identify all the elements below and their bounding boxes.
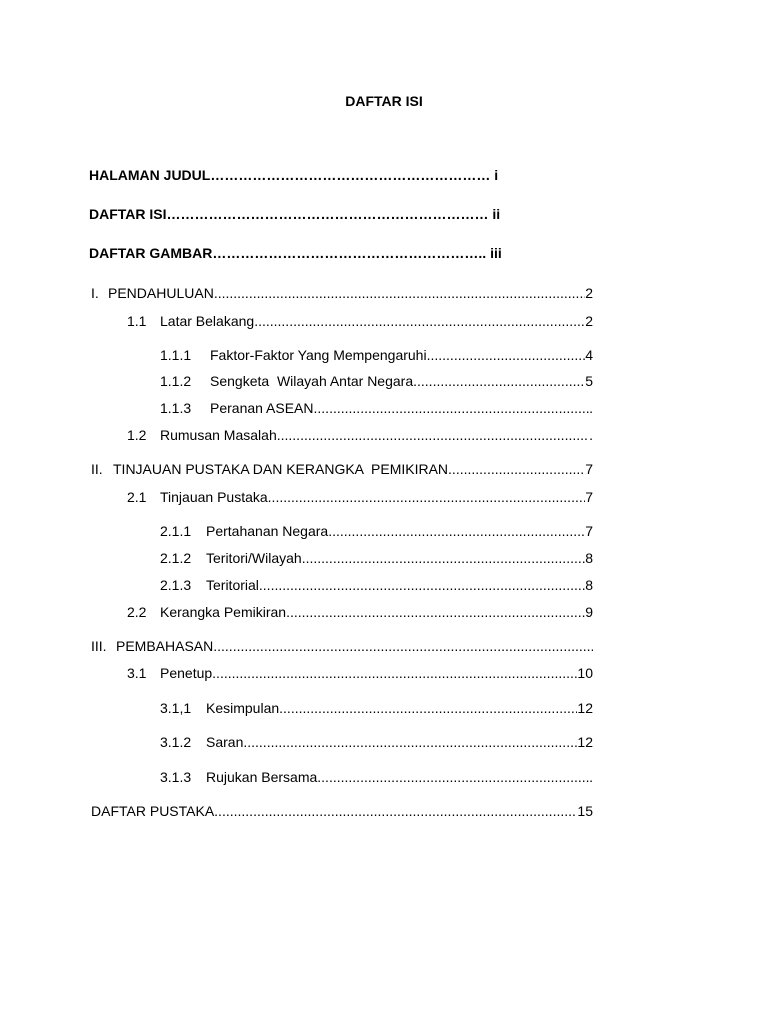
toc-page-number: 5 [585,373,593,389]
toc-text: Teritorial [206,577,259,593]
toc-item-label: HALAMAN JUDUL [89,167,211,183]
toc-section-3-1 [127,664,593,682]
toc-number: II. [91,461,103,477]
toc-text: Kerangka Pemikiran [160,604,287,620]
toc-leader [254,312,585,330]
toc-item-page: ii [492,206,501,222]
toc-text: Saran [206,734,244,750]
toc-section-2-1 [127,488,593,506]
toc-text: Penetup [160,665,213,681]
toc-subsection-3-1-2 [160,733,593,751]
toc-subsection-2-1-2 [160,549,593,567]
toc-bibliography [91,802,593,820]
toc-text: PENDAHULUAN [108,285,214,301]
toc-leader [243,733,577,751]
toc-leader [277,426,589,444]
toc-item-leader: …………………………………………………… [210,167,491,183]
toc-text: PEMBAHASAN [116,638,214,654]
toc-number: 1.1.2 [160,373,192,389]
toc-section-2-2 [127,603,593,621]
toc-text: Latar Belakang [160,313,255,329]
toc-number: 1.1 [127,313,147,329]
toc-text: Tinjauan Pustaka [160,489,268,505]
toc-leader [214,284,585,302]
toc-chapter-1 [91,284,593,302]
toc-text: DAFTAR PUSTAKA [91,803,215,819]
toc-subsection-3-1-1 [160,699,593,717]
toc-number: 3.1.2 [160,734,192,750]
toc-item-page: i [494,167,499,183]
toc-leader [314,399,590,417]
toc-front-item-figures [89,244,502,262]
toc-number: I. [91,285,99,301]
toc-chapter-3 [91,637,593,655]
toc-subsection-2-1-1 [160,522,593,540]
toc-page-number: 8 [585,577,593,593]
toc-text: Faktor-Faktor Yang Mempengaruhi [210,347,427,363]
toc-page-number: 15 [577,803,593,819]
toc-subsection-1-1-2 [160,372,593,390]
toc-text: TINJAUAN PUSTAKA DAN KERANGKA PEMIKIRAN [113,461,449,477]
toc-item-leader: …………………………………………………………… [166,206,489,222]
toc-page-number: 4 [585,347,593,363]
toc-number: 1.1.1 [160,347,192,363]
toc-item-leader: ………………………………………………….. [212,245,487,261]
toc-leader [212,664,577,682]
toc-leader [286,603,585,621]
toc-page-number: 2 [585,313,593,329]
toc-number: 2.2 [127,604,147,620]
page-title: DAFTAR ISI [345,93,423,109]
toc-page-number: . [589,400,593,416]
toc-page-number: 12 [577,700,593,716]
toc-leader [427,346,586,364]
toc-text: Teritori/Wilayah [206,550,302,566]
toc-front-item-title-page [89,166,498,184]
toc-page-number: . [589,769,593,785]
toc-page-number: 7 [585,461,593,477]
toc-leader [268,488,586,506]
toc-number: 2.1.3 [160,577,192,593]
toc-subsection-3-1-3 [160,768,593,786]
toc-item-label: DAFTAR GAMBAR [89,245,213,261]
toc-front-item-toc [89,205,500,223]
toc-text: Rujukan Bersama [206,769,318,785]
toc-number: 3.1 [127,665,147,681]
toc-leader [328,522,585,540]
toc-item-page: iii [490,245,502,261]
toc-page-number: 12 [577,734,593,750]
toc-leader [317,768,589,786]
toc-leader [413,372,585,390]
toc-leader [259,576,585,594]
toc-number: 3.1,1 [160,700,192,716]
toc-number: 1.1.3 [160,400,192,416]
toc-page-number: 10 [577,665,593,681]
toc-page-number: 9 [585,604,593,620]
toc-number: 3.1.3 [160,769,192,785]
toc-leader [214,802,577,820]
toc-text: Peranan ASEAN [210,400,314,416]
toc-number: 2.1 [127,489,147,505]
toc-leader [279,699,577,717]
toc-number: 2.1.1 [160,523,192,539]
toc-page-number: 8 [585,550,593,566]
toc-leader [213,637,593,655]
toc-subsection-1-1-1 [160,346,593,364]
toc-text: Pertahanan Negara [206,523,329,539]
toc-item-label: DAFTAR ISI [89,206,167,222]
toc-subsection-2-1-3 [160,576,593,594]
toc-leader [448,460,585,478]
toc-text: Sengketa Wilayah Antar Negara [210,373,414,389]
toc-section-1-2 [127,426,593,444]
toc-page-number: 7 [585,489,593,505]
toc-chapter-2 [91,460,593,478]
toc-subsection-1-1-3 [160,399,593,417]
toc-number: III. [91,638,107,654]
toc-section-1-1 [127,312,593,330]
toc-leader [302,549,586,567]
toc-page-number: . [589,427,593,443]
toc-page-number: 2 [585,285,593,301]
toc-text: Kesimpulan [206,700,280,716]
toc-text: Rumusan Masalah [160,427,277,443]
toc-page-number: 7 [585,523,593,539]
toc-number: 1.2 [127,427,147,443]
toc-number: 2.1.2 [160,550,192,566]
